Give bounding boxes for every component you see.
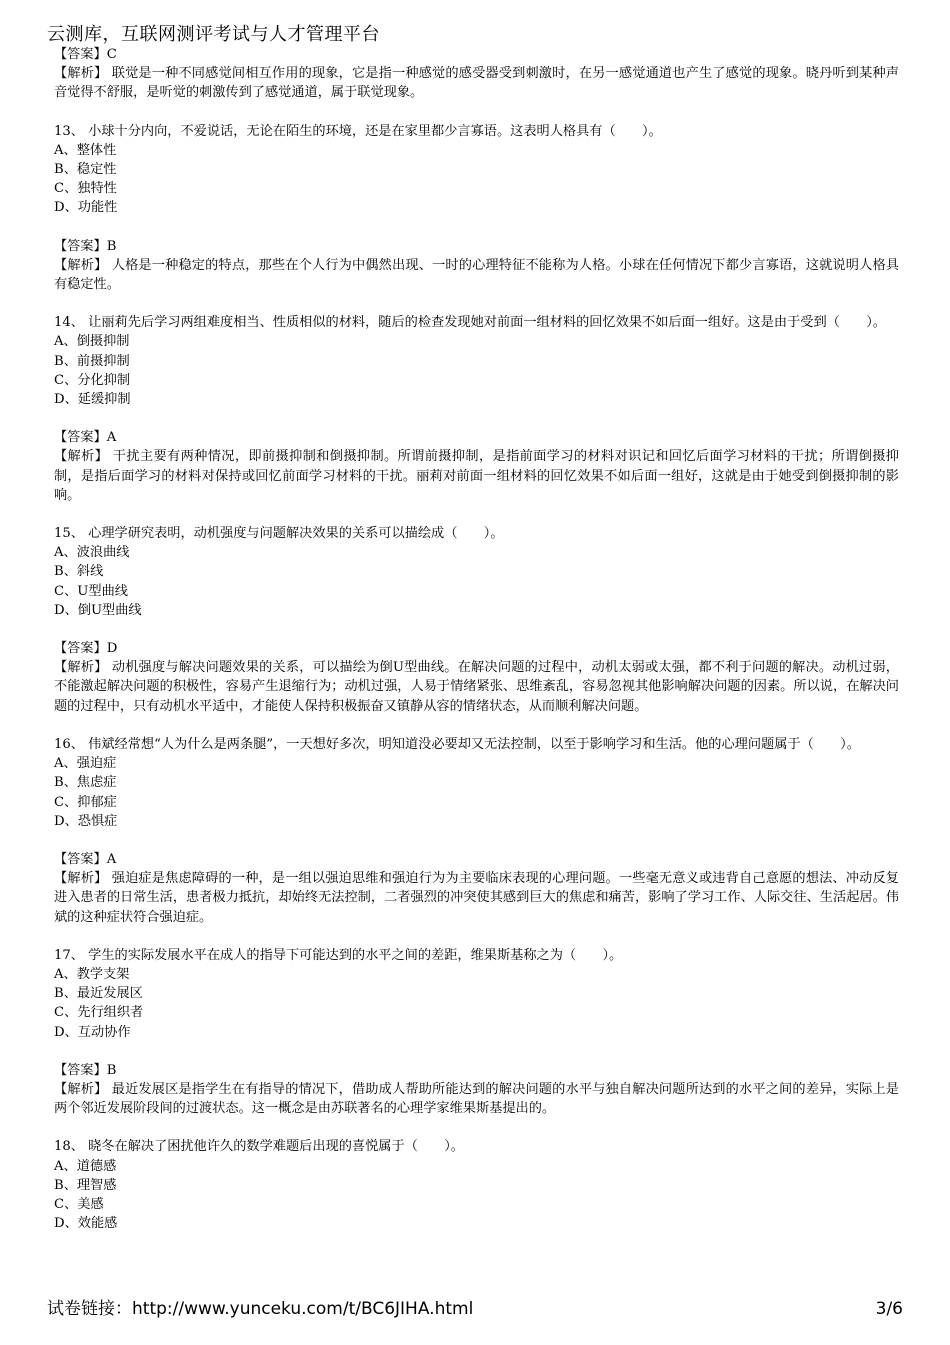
option-c: C、抑郁症 [54,794,117,810]
option-a: A、倒摄抑制 [54,334,130,350]
option-d: D、恐惧症 [54,813,118,829]
option-a: A、道德感 [54,1158,117,1174]
explanation-paragraph: 【解析】 强迫症是焦虑障碍的一种，是一组以强迫思维和强迫行为为主要临床表现的心理问题。一些毫无意义或违背自己意愿的想法、冲动反复进入患者的日常生活，患者极力抵抗，却始终无法控制，二者强烈的冲突使其感到巨大的焦虑和痛苦，影响了学习工作、人际交往、生活起居。伟斌的这种症状符合强迫症。 [54,871,899,925]
question-stem: 17、 学生的实际发展水平在成人的指导下可能达到的水平之间的差距，维果斯基称之为（ ）。 [54,947,623,963]
exam-link[interactable]: 试卷链接：http://www.yunceku.com/t/BC6JIHA.html [47,1299,474,1319]
option-b: B、理智感 [54,1177,117,1193]
document-content [54,45,899,1233]
option-d: D、效能感 [54,1216,118,1232]
question-stem: 18、 晓冬在解决了困扰他许久的数学难题后出现的喜悦属于（ ）。 [54,1139,464,1155]
option-c: C、先行组织者 [54,1005,144,1021]
option-b: B、前摄抑制 [54,353,130,369]
option-b: B、稳定性 [54,162,117,178]
answer-line: 【答案】B [54,238,117,254]
option-b: B、最近发展区 [54,986,143,1002]
option-d: D、倒U型曲线 [54,602,142,618]
explanation-paragraph: 【解析】 动机强度与解决问题效果的关系，可以描绘为倒U型曲线。在解决问题的过程中，动机太弱或太强，都不利于问题的解决。动机过弱，不能激起解决问题的积极性，容易产生退缩行为；动机过强，人易于情绪紧张、思维紊乱，容易忽视其他影响解决问题的因素。所以说，在解决问题的过程中，只有动机水平适中，才能使人保持积极振奋又镇静从容的情绪状态，从而顺利解决问题。 [54,660,899,714]
option-b: B、焦虑症 [54,775,117,791]
option-d: D、功能性 [54,200,118,216]
answer-line: 【答案】A [54,430,117,446]
explanation-paragraph: 【解析】 最近发展区是指学生在有指导的情况下，借助成人帮助所能达到的解决问题的水平与独自解决问题所达到的水平之间的差异，实际上是两个邻近发展阶段间的过渡状态。这一概念是由苏联著名的心理学家维果斯基提出的。 [54,1081,899,1117]
option-d: D、延缓抑制 [54,392,131,408]
page-number: 3/6 [875,1299,903,1319]
option-b: B、斜线 [54,564,104,580]
explanation-paragraph: 【解析】 干扰主要有两种情况，即前摄抑制和倒摄抑制。所谓前摄抑制，是指前面学习的材料对识记和回忆后面学习材料的干扰；所谓倒摄抑制，是指后面学习的材料对保持或回忆前面学习材料的干扰。丽莉对前面一组材料的回忆效果不如后面一组好，这就是由于她受到倒摄抑制的影响。 [54,449,899,503]
explanation-paragraph: 【解析】 人格是一种稳定的特点，那些在个人行为中偶然出现、一时的心理特征不能称为人格。小球在任何情况下都少言寡语，这就说明人格具有稳定性。 [54,257,899,293]
explanation-paragraph: 【解析】 联觉是一种不同感觉间相互作用的现象，它是指一种感觉的感受器受到刺激时，在另一感觉通道也产生了感觉的现象。晓丹听到某种声音觉得不舒服，是听觉的刺激传到了感觉通道，属于联觉现象。 [54,66,899,101]
option-c: C、U型曲线 [54,583,128,599]
question-stem: 14、 让丽莉先后学习两组难度相当、性质相似的材料，随后的检查发现她对前面一组材料的回忆效果不如后面一组好。这是由于受到（ ）。 [54,315,886,331]
question-stem: 16、 伟斌经常想“人为什么是两条腿”，一天想好多次，明知道没必要却又无法控制，以至于影响学习和生活。他的心理问题属于（ ）。 [54,736,860,752]
option-c: C、分化抑制 [54,372,131,388]
option-c: C、独特性 [54,181,117,197]
option-a: A、波浪曲线 [54,545,130,561]
answer-line: 【答案】B [54,1062,117,1078]
option-c: C、美感 [54,1196,104,1212]
question-stem: 15、 心理学研究表明，动机强度与问题解决效果的关系可以描绘成（ ）。 [54,526,504,542]
answer-line: 【答案】C [54,47,117,62]
answer-line: 【答案】D [54,641,118,657]
option-a: A、整体性 [54,142,117,158]
page-header-title: 云测库，互联网测评考试与人才管理平台 [47,24,380,45]
option-d: D、互动协作 [54,1024,131,1040]
option-a: A、强迫症 [54,756,117,772]
option-a: A、教学支架 [54,966,130,982]
question-stem: 13、 小球十分内向，不爱说话，无论在陌生的环境，还是在家里都少言寡语。这表明人格具有（ ）。 [54,123,662,139]
answer-line: 【答案】A [54,851,117,867]
